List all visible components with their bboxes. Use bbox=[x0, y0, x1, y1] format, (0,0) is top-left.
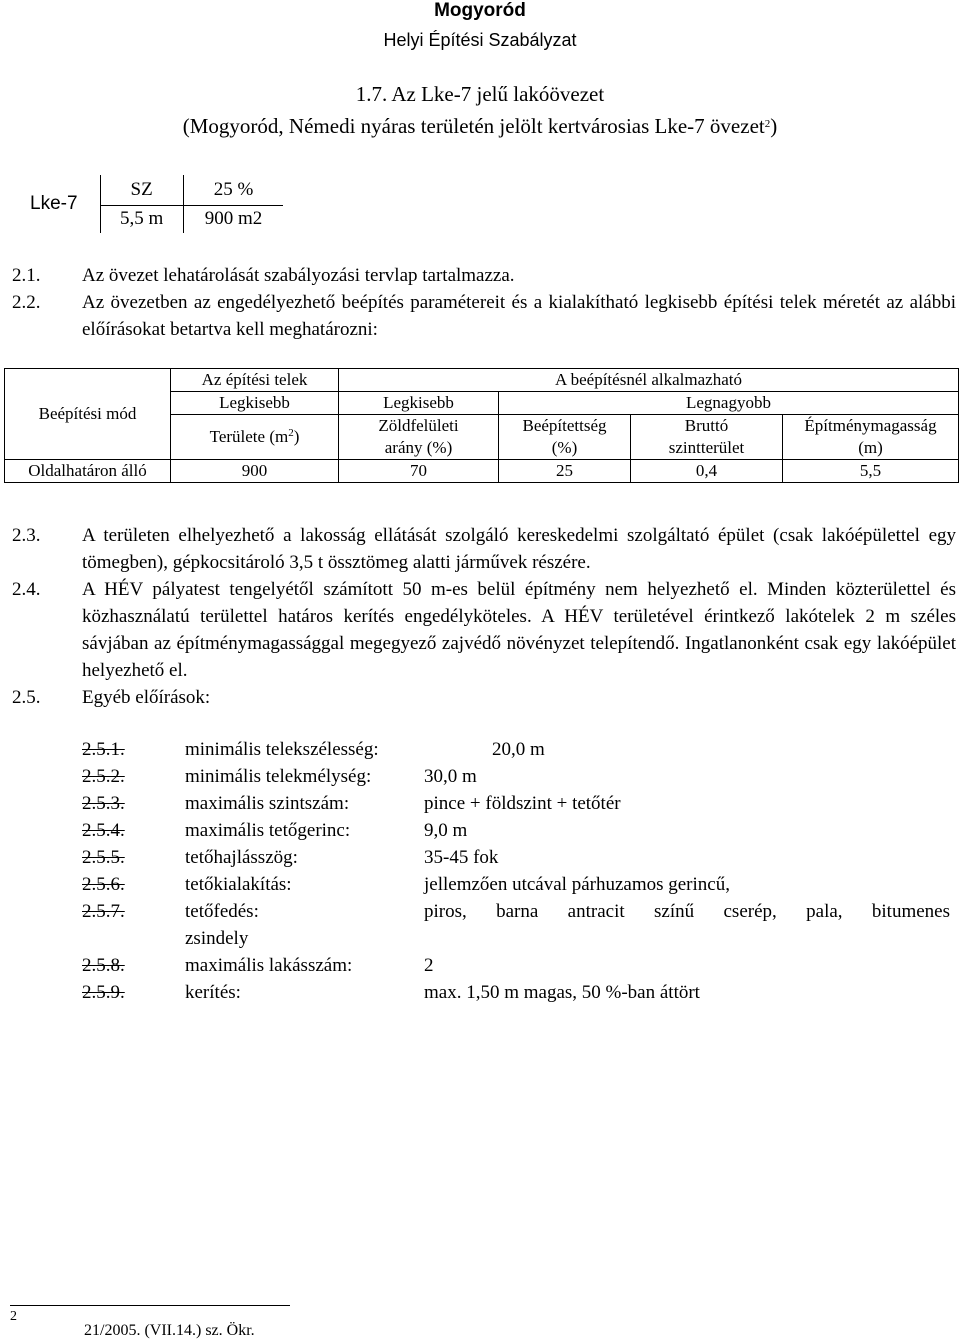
header-gross-1: Bruttó bbox=[631, 415, 783, 438]
document-title: Mogyoród bbox=[434, 0, 526, 21]
rule-value: 2 bbox=[424, 955, 434, 976]
header-plot-area: Területe $(m^2)$ bbox=[171, 415, 339, 460]
header-height-2: (m) bbox=[783, 437, 959, 460]
header-building-applicable: A beépítésnél alkalmazható bbox=[339, 369, 959, 392]
rule-number: 2.5.5. bbox=[82, 847, 125, 868]
para-2-1-text: Az övezet lehatárolását szabályozási tervlap tartalmazza. bbox=[82, 265, 515, 286]
rule-label: maximális lakásszám: bbox=[185, 955, 353, 976]
zone-height: 5,5 m bbox=[100, 205, 183, 233]
zone-key-table bbox=[10, 175, 283, 233]
rule-label: maximális szintszám: bbox=[185, 793, 350, 814]
rule-label: minimális telekszélesség: bbox=[185, 739, 379, 760]
header-green-2: arány (%) bbox=[339, 437, 499, 460]
para-2-1-number: 2.1. bbox=[12, 265, 41, 286]
para-2-3-text: A területen elhelyezhető a lakosság ellátását szolgáló kereskedelmi szolgáltató épület (csak lakóépülettel egy tömegben), gépkocsitároló 3,5 t össztömeg alatti járművek részére. bbox=[82, 525, 956, 573]
parameter-table bbox=[4, 368, 959, 483]
row-built: 25 bbox=[499, 460, 631, 483]
para-2-5-number: 2.5. bbox=[12, 687, 41, 708]
section-subheading: (Mogyoród, Némedi nyáras területén jelölt kertvárosias Lke-7 övezet$^2$) bbox=[182, 114, 778, 138]
rule-label: tetőhajlásszög: bbox=[185, 847, 298, 868]
rule-value: pince + földszint + tetőtér bbox=[424, 793, 621, 814]
rule-label: minimális telekmélység: bbox=[185, 766, 372, 787]
list-item bbox=[82, 979, 942, 1006]
row-area: 900 bbox=[171, 460, 339, 483]
list-item bbox=[82, 844, 942, 871]
list-item bbox=[82, 871, 942, 898]
rule-number: 2.5.6. bbox=[82, 874, 125, 895]
rule-number: 2.5.2. bbox=[82, 766, 125, 787]
rule-value: 30,0 m bbox=[424, 766, 477, 787]
rule-value-continuation: zsindely bbox=[185, 928, 249, 949]
rule-label: maximális tetőgerinc: bbox=[185, 820, 351, 841]
rule-number: 2.5.1. bbox=[82, 739, 125, 760]
para-2-4-text: A HÉV pályatest tengelyétől számított 50 m-es belül építmény nem helyezhető el. Minden közterülettel és közhasználatú területtel határos kerítés engedélyköteles. A HÉV területével érintkező lakótelek 2 m széles sávjában az építménymagassággal megegyező zajvédő növényzet telepítendő. Ingatlanonként csak egy lakóépület helyezhető el. bbox=[82, 579, 956, 681]
header-built-1: Beépítettség bbox=[499, 415, 631, 438]
document-subtitle: Helyi Építési Szabályzat bbox=[383, 30, 577, 50]
header-min-green: Legkisebb bbox=[339, 392, 499, 415]
rule-value: jellemzően utcával párhuzamos gerincű, bbox=[424, 874, 730, 895]
section-heading: 1.7. Az Lke-7 jelű lakóövezet bbox=[355, 82, 605, 106]
row-height: 5,5 bbox=[783, 460, 959, 483]
para-2-2-number: 2.2. bbox=[12, 292, 41, 313]
header-built-2: (%) bbox=[499, 437, 631, 460]
row-green: 70 bbox=[339, 460, 499, 483]
rule-value: piros, barna antracit színű cserép, pala, bitumenes bbox=[424, 901, 950, 922]
rule-label: kerítés: bbox=[185, 982, 241, 1003]
table-row bbox=[5, 460, 959, 483]
para-2-2-text: Az övezetben az engedélyezhető beépítés paramétereit és a kialakítható legkisebb építési telek méretét az alábbi előírásokat betartva kell meghatározni: bbox=[82, 292, 956, 340]
rule-value: 35-45 fok bbox=[424, 847, 499, 868]
footnote-rule bbox=[10, 1305, 290, 1306]
header-height-1: Építménymagasság bbox=[783, 415, 959, 438]
header-max: Legnagyobb bbox=[499, 392, 959, 415]
zone-name: Lke-7 bbox=[10, 175, 100, 233]
row-mode: Oldalhatáron álló bbox=[5, 460, 171, 483]
rule-label: tetőkialakítás: bbox=[185, 874, 292, 895]
rule-number: 2.5.4. bbox=[82, 820, 125, 841]
list-item bbox=[82, 763, 942, 790]
list-item bbox=[82, 817, 942, 844]
rule-value: 9,0 m bbox=[424, 820, 468, 841]
zone-area: 900 m2 bbox=[183, 205, 283, 233]
para-2-3-number: 2.3. bbox=[12, 525, 41, 546]
rule-number: 2.5.9. bbox=[82, 982, 125, 1003]
para-2-4-number: 2.4. bbox=[12, 579, 41, 600]
header-green-1: Zöldfelületi bbox=[339, 415, 499, 438]
list-item bbox=[82, 952, 942, 979]
rule-number: 2.5.7. bbox=[82, 901, 125, 922]
list-item bbox=[82, 790, 942, 817]
footnote-text: 21/2005. (VII.14.) sz. Ökr. bbox=[84, 1322, 255, 1339]
header-min-plot: Legkisebb bbox=[171, 392, 339, 415]
header-building-mode: Beépítési mód bbox=[5, 369, 171, 460]
rule-value: max. 1,50 m magas, 50 %-ban áttört bbox=[424, 982, 700, 1003]
rule-value: 20,0 m bbox=[492, 739, 545, 760]
rule-label: tetőfedés: bbox=[185, 901, 259, 922]
list-item bbox=[82, 736, 942, 763]
zone-type: SZ bbox=[100, 175, 183, 205]
para-2-5-text: Egyéb előírások: bbox=[82, 687, 211, 708]
rule-number: 2.5.3. bbox=[82, 793, 125, 814]
header-gross-2: szintterület bbox=[631, 437, 783, 460]
footnote-mark: 2 bbox=[10, 1309, 17, 1324]
header-building-plot: Az építési telek bbox=[171, 369, 339, 392]
zone-percent: 25 % bbox=[183, 175, 283, 205]
rule-number: 2.5.8. bbox=[82, 955, 125, 976]
row-gross: 0,4 bbox=[631, 460, 783, 483]
list-item bbox=[82, 898, 952, 952]
